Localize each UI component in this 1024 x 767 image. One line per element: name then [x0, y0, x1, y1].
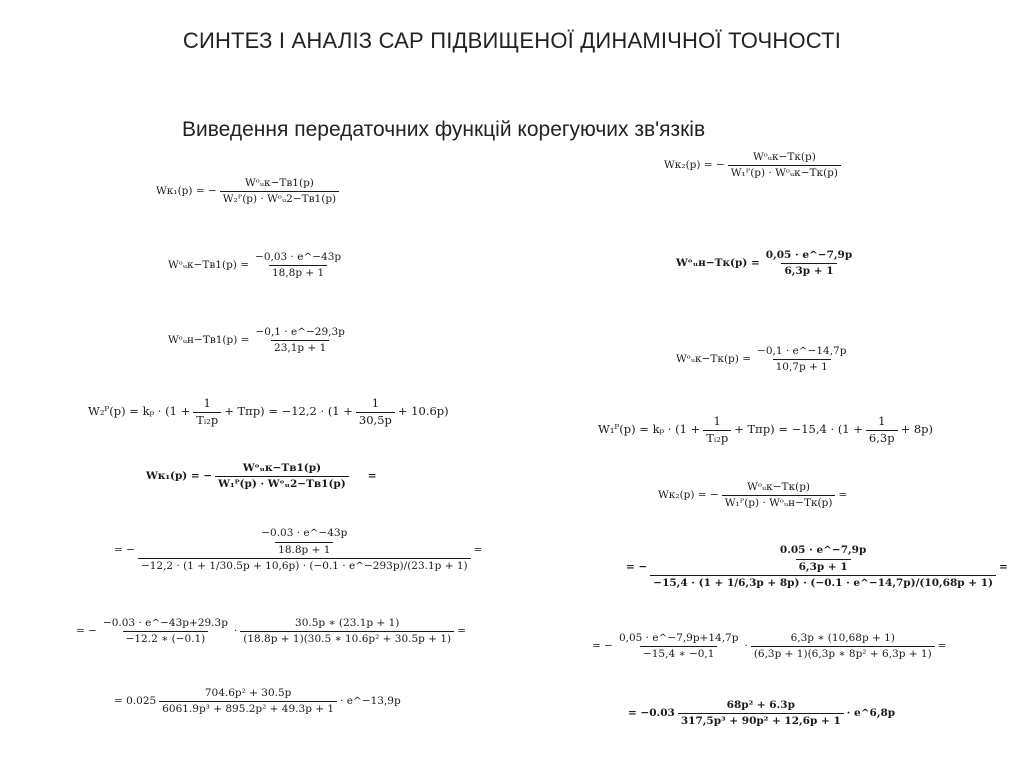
left-eq7-lhs: = − [76, 624, 97, 637]
left-eq4-inner2-num: 1 [371, 396, 380, 410]
right-eq7-fraction1 [616, 633, 742, 659]
left-eq6-lhs: = − [114, 543, 135, 556]
right-eq4-inner-fraction [703, 416, 731, 444]
left-eq6-top-fraction [258, 528, 350, 555]
right-eq8-num: 68p² + 6.3p [726, 699, 795, 711]
right-eq2-fraction [763, 250, 855, 276]
left-eq5 [146, 463, 377, 489]
left-eq7-f2-num: 30.5p ∗ (23.1p + 1) [295, 617, 400, 629]
right-eq1-den: W₁ᴾ(p) · Wᵒᵤк−Tк(p) [728, 165, 841, 179]
slide-subtitle: Виведення передаточних функцій корегуючих зв'язків [182, 118, 706, 141]
right-eq7-lhs: = − [592, 639, 613, 652]
right-eq6-top-den: 6,3p + 1 [796, 559, 851, 573]
right-eq6-top-num: 0.05 · e^−7,9p [779, 544, 867, 556]
slide-title: СИНТЕЗ І АНАЛІЗ САР ПІДВИЩЕНОЇ ДИНАМІЧНОЇ ТОЧНОСТІ [182, 28, 842, 53]
right-eq6 [626, 545, 1008, 589]
left-eq4-lhs: W₂ᴾ(p) = kₚ · (1 + [88, 404, 191, 419]
right-eq5-den: W₁ᴾ(p) · Wᵒᵤн−Tк(p) [722, 495, 836, 509]
left-eq4-inner-num: 1 [203, 396, 211, 410]
left-eq5-den: W₁ᴾ(p) · Wᵒᵤ2−Tв1(p) [215, 476, 349, 490]
left-eq7-f1-den: −12.2 ∗ (−0.1) [123, 631, 209, 645]
right-eq5-lhs: Wк₂(p) = − [658, 488, 719, 501]
left-eq7-tail: = [457, 624, 466, 637]
left-eq5-tail: = [367, 469, 377, 482]
left-eq1-fraction [220, 178, 339, 204]
right-eq2-den: 6,3p + 1 [781, 263, 836, 277]
right-eq3-lhs: Wᵒᵤк−Tк(p) = [676, 352, 752, 365]
left-eq6-fraction [138, 528, 471, 572]
left-eq8-lhs: = 0.025 [114, 694, 157, 707]
right-eq7-f1-num: 0,05 · e^−7,9p+14,7p [618, 632, 739, 644]
right-eq5-num: Wᵒᵤк−Tк(p) [747, 481, 811, 493]
right-eq4-inner-den: Tᵢ₂p [703, 430, 731, 445]
right-eq4-inner-num: 1 [713, 414, 721, 428]
right-eq1 [664, 152, 844, 178]
left-eq1-num: Wᵒᵤк−Tв1(p) [245, 177, 314, 189]
right-eq5-fraction [722, 482, 836, 508]
right-eq8-den: 317,5p³ + 90p² + 12,6p + 1 [678, 713, 844, 727]
right-eq8-fraction [678, 700, 844, 726]
left-eq3-den: 23,1p + 1 [271, 340, 329, 354]
right-eq8 [628, 700, 895, 726]
right-eq4-tail: + 8p) [900, 422, 934, 437]
left-eq2-fraction [252, 252, 344, 278]
left-eq4-mid: + Tпр) = −12,2 · (1 + [224, 404, 353, 419]
right-eq6-bot: −15,4 · (1 + 1/6,3p + 8p) · (−0.1 · e^−14,7p)/(10,68p + 1) [650, 575, 996, 589]
left-eq3-fraction [252, 327, 347, 353]
left-eq6-tail: = [473, 543, 483, 556]
left-eq6-bot: −12,2 · (1 + 1/30.5p + 10,6p) · (−0.1 · e^−293p)/(23.1p + 1) [138, 558, 471, 572]
left-eq8 [114, 688, 401, 714]
right-eq7-f1-den: −15,4 ∗ −0,1 [640, 646, 718, 660]
left-eq7-fraction1 [100, 618, 231, 644]
left-eq2 [168, 252, 347, 278]
left-eq6-top-num: −0.03 · e^−43p [261, 527, 348, 539]
right-eq6-tail: = [999, 560, 1008, 573]
right-eq3-fraction [754, 346, 849, 372]
left-eq7-f1-num: −0.03 · e^−43p+29.3p [102, 617, 228, 629]
left-eq7-fraction2 [240, 618, 454, 644]
right-eq3-den: 10,7p + 1 [773, 359, 831, 373]
right-eq8-tail: · e^6,8p [846, 706, 896, 719]
right-eq7-tail: = [937, 639, 947, 652]
left-eq6-top-den: 18.8p + 1 [275, 542, 333, 556]
right-eq4-inner2-num: 1 [878, 414, 886, 428]
right-eq1-fraction [728, 152, 841, 178]
right-eq7-f2-num: 6,3p ∗ (10,68p + 1) [790, 632, 895, 644]
right-eq1-num: Wᵒᵤк−Tк(p) [752, 151, 816, 163]
left-eq4-inner2-den: 30,5p [356, 412, 395, 427]
right-eq4-inner2-fraction [866, 416, 898, 444]
left-eq2-lhs: Wᵒᵤк−Tв1(p) = [168, 258, 250, 271]
right-eq1-lhs: Wк₂(p) = − [664, 158, 725, 171]
right-eq3 [676, 346, 852, 372]
left-eq5-num: Wᵒᵤк−Tв1(p) [242, 462, 322, 474]
left-eq5-lhs: Wк₁(p) = − [146, 469, 213, 482]
left-eq7-f2-den: (18.8p + 1)(30.5 ∗ 10.6p² + 30.5p + 1) [240, 631, 454, 645]
right-eq7-fraction2 [751, 633, 935, 659]
left-eq4-inner-den: Tᵢ₂p [193, 412, 221, 427]
right-eq3-num: −0,1 · e^−14,7p [757, 345, 847, 357]
left-eq8-num: 704.6p² + 30.5p [204, 687, 292, 699]
left-eq3-num: −0,1 · e^−29,3p [255, 326, 345, 338]
left-eq1 [156, 178, 342, 204]
right-eq6-fraction [650, 545, 996, 589]
left-eq6 [114, 528, 482, 572]
left-eq8-tail: · e^−13,9p [340, 694, 401, 707]
right-eq4-inner2-den: 6,3p [866, 430, 898, 445]
left-eq4-tail: + 10.6p) [397, 404, 449, 419]
right-eq4-lhs: W₁ᴾ(p) = kₚ · (1 + [598, 422, 701, 437]
right-eq2 [676, 250, 858, 276]
left-eq3 [168, 327, 351, 353]
right-eq4-mid: + Tпр) = −15,4 · (1 + [734, 422, 863, 437]
left-eq4-inner-fraction [193, 398, 221, 426]
left-eq2-den: 18,8p + 1 [269, 265, 327, 279]
left-eq1-lhs: Wк₁(p) = − [156, 184, 217, 197]
left-eq5-fraction [215, 463, 349, 489]
right-eq6-top-fraction [777, 545, 869, 572]
left-eq4 [88, 398, 449, 426]
right-eq4 [598, 416, 933, 444]
right-eq2-lhs: Wᵒᵤн−Tк(p) = [676, 256, 760, 269]
left-eq2-num: −0,03 · e^−43p [255, 251, 342, 263]
left-eq8-den: 6061.9p³ + 895.2p² + 49.3p + 1 [159, 701, 337, 715]
left-eq1-den: W₂ᴾ(p) · Wᵒᵤ2−Tв1(p) [220, 191, 339, 205]
left-eq3-lhs: Wᵒᵤн−Tв1(p) = [168, 333, 250, 346]
right-eq8-lhs: = −0.03 [628, 706, 675, 719]
right-eq2-num: 0,05 · e^−7,9p [765, 249, 853, 261]
right-eq5 [658, 482, 847, 508]
right-eq6-lhs: = − [626, 560, 648, 573]
left-eq4-inner2-fraction [356, 398, 395, 426]
right-eq7: = − $\frac{0,05 \cdot e\^{}-7,9p+14,7p}{-15,4 ∗ -0,1}$ · $\frac{6,3p ∗ (10,68p + 1)}{\text{(6,3p + 1)(6,3p ∗ 8p² + 6,3p + 1)}}$ = [592, 632, 947, 660]
left-eq7: = − $\frac{-0.03 \cdot e\^{}-43p+29.3p}{-12.2 ∗ (-0.1)}$ · $\frac{30.5p ∗ (23.1p + 1)}{\text{(18.8p + 1)(30.5 ∗ 10.6p² + 30.5p + 1)}}$ = [76, 617, 466, 645]
left-eq8-fraction [159, 688, 337, 714]
right-eq7-f2-den: (6,3p + 1)(6,3p ∗ 8p² + 6,3p + 1) [751, 646, 935, 660]
right-eq5-tail: = [838, 488, 848, 501]
